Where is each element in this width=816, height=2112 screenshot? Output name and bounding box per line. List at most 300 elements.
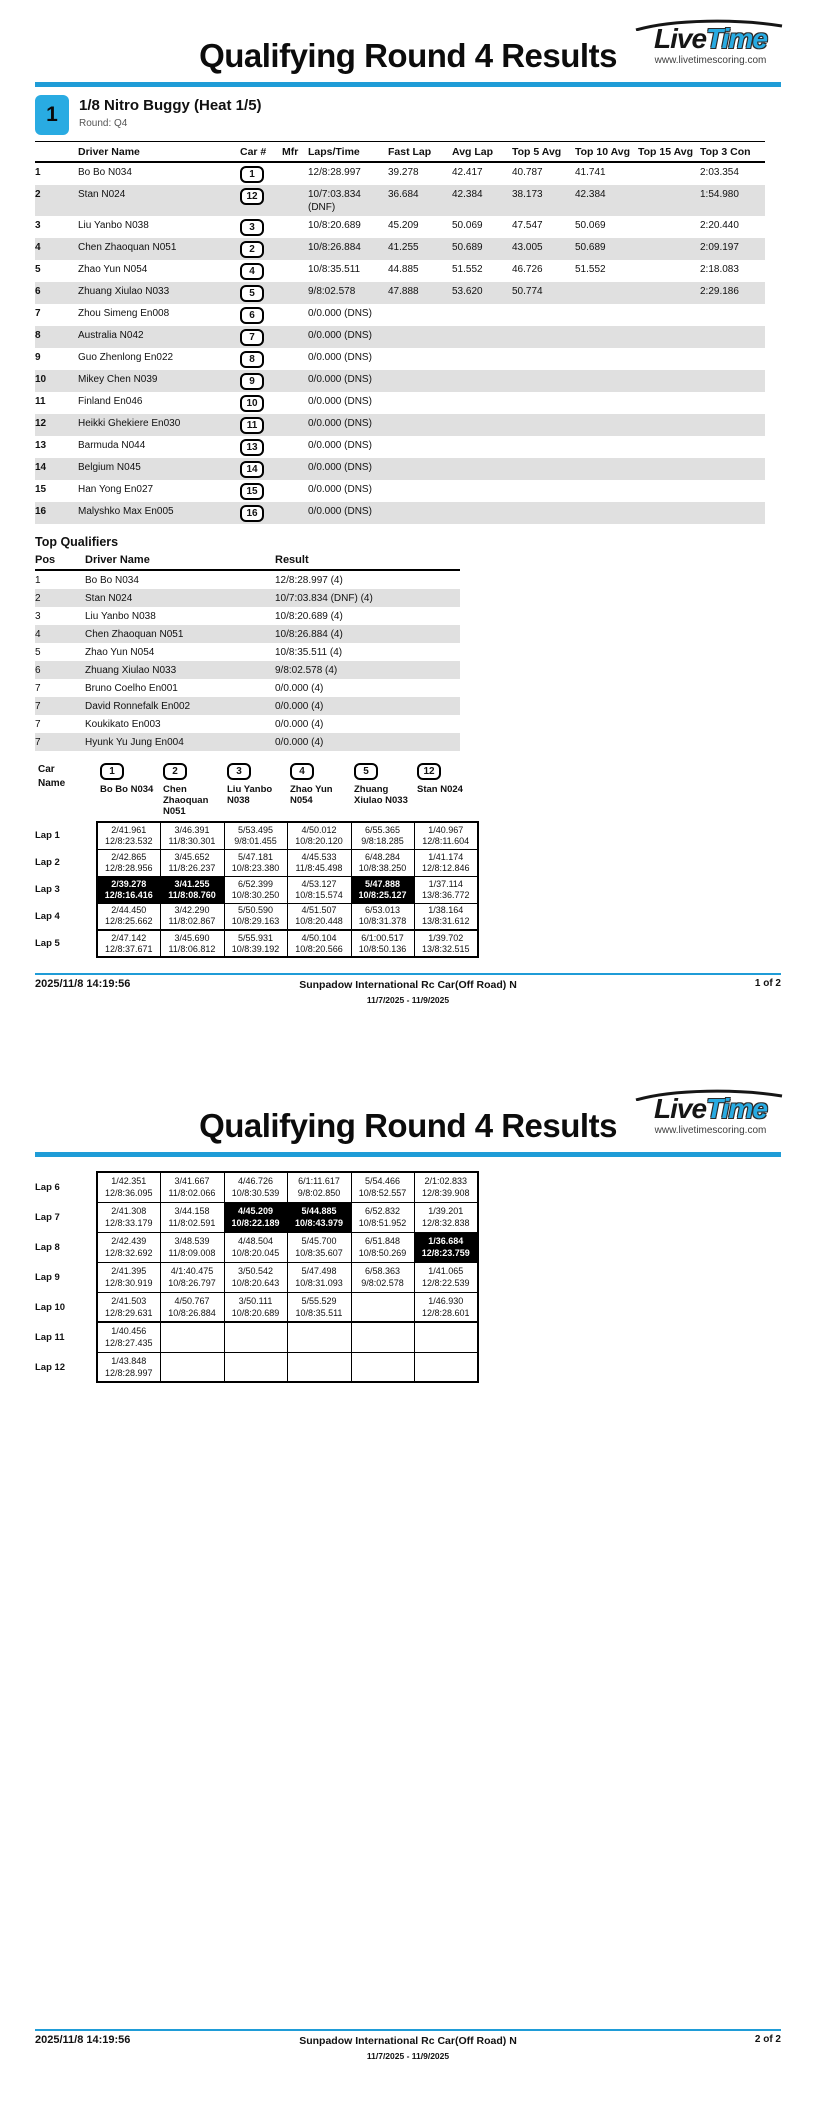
heat-name: 1/8 Nitro Buggy (Heat 1/5) [79, 97, 262, 114]
top15-avg-cell [638, 436, 700, 458]
car-number-cell [240, 216, 282, 238]
tq-body [35, 570, 460, 751]
top5-avg-cell: 50.774 [512, 286, 543, 297]
lap-cell [97, 822, 160, 849]
lap-cell [97, 1352, 160, 1382]
lap-cell-pace: 10/8:20.689 [231, 1307, 280, 1318]
lap-cell [224, 1292, 287, 1322]
top3-con-cell: 1:54.980 [700, 189, 739, 200]
lap-cell-pace: 10/8:43.979 [294, 1218, 344, 1228]
lap-cell-time: 1/40.967 [428, 824, 464, 835]
lap-label: Lap 11 [35, 1331, 65, 1343]
top15-avg-cell [638, 480, 700, 502]
mfr-cell [282, 304, 308, 326]
top3-con-cell [700, 304, 765, 326]
driver-name-cell: Finland En046 [78, 396, 143, 407]
driver-name-cell: Zhuang Xiulao N033 [78, 286, 170, 297]
tq-driver-cell: Bo Bo N034 [85, 575, 139, 586]
lap-chart-driver-name: Zhuang Xiulao N033 [354, 784, 408, 806]
lap-cell [224, 903, 287, 930]
page-header [35, 0, 781, 87]
fast-lap-cell: 45.209 [388, 220, 419, 231]
table-row [35, 304, 765, 326]
lap-cell-pace: 12/8:27.435 [104, 1338, 153, 1349]
lap-cell [224, 1322, 287, 1352]
lap-cell-time: 2/42.865 [111, 851, 147, 862]
top10-avg-cell [575, 326, 638, 348]
lap-cell [160, 1322, 224, 1352]
tq-driver-cell: Zhuang Xiulao N033 [85, 665, 177, 676]
top3-con-cell [700, 392, 765, 414]
fast-lap-cell: 41.255 [388, 242, 419, 253]
lap-cell-time: 3/44.158 [174, 1206, 210, 1216]
lap-cell-time: 2/41.503 [111, 1295, 147, 1306]
mfr-cell [282, 392, 308, 414]
lap-chart-driver-name: Chen Zhaoquan N051 [163, 784, 209, 817]
lap-chart-driver-column-header [351, 761, 414, 822]
lap-cell [287, 930, 351, 957]
lap-cell [224, 1232, 287, 1262]
table-row [35, 282, 765, 304]
car-number-cell [240, 414, 282, 436]
lap-chart-table-page1 [35, 761, 479, 958]
footer-page-number: 2 of 2 [754, 2034, 781, 2045]
position-cell: 15 [35, 484, 47, 495]
car-number-badge: 6 [240, 307, 264, 324]
position-cell: 6 [35, 286, 41, 297]
lap-cell [160, 876, 224, 903]
lap-body-1 [35, 822, 478, 957]
footer-event-name: Sunpadow International Rc Car(Off Road) N [299, 2035, 517, 2047]
lap-cell-pace: 13/8:31.612 [421, 916, 470, 927]
avg-lap-cell [452, 502, 512, 524]
top5-avg-cell: 40.787 [512, 167, 543, 178]
logo-live-text: Live [654, 23, 707, 54]
lap-cell-time: 2/47.142 [111, 932, 147, 943]
top5-avg-cell: 43.005 [512, 242, 543, 253]
avg-lap-cell: 50.069 [452, 220, 483, 231]
mfr-cell [282, 348, 308, 370]
lap-cell-pace: 12/8:16.416 [104, 889, 153, 900]
lap-cell-time: 2/41.308 [111, 1206, 147, 1216]
lap-cell [97, 1202, 160, 1232]
lap-cell-time: 1/43.848 [111, 1355, 147, 1366]
car-number-cell [240, 162, 282, 185]
top5-avg-cell: 46.726 [512, 264, 543, 275]
results-column-header: Car # [240, 142, 282, 163]
car-number-badge: 12 [417, 763, 441, 780]
lap-cell [224, 930, 287, 957]
lap-cell-pace: 12/8:32.838 [421, 1218, 470, 1228]
tq-pos-cell: 1 [35, 575, 41, 586]
lap-cell [287, 1172, 351, 1202]
lap-row [35, 1292, 478, 1322]
lap-cell-pace: 10/8:20.643 [231, 1278, 280, 1288]
lap-cell-time: 3/45.690 [174, 932, 210, 943]
lap-cell-pace: 12/8:25.662 [104, 916, 153, 927]
lap-cell-time: 2/42.439 [111, 1236, 147, 1246]
lap-cell-time: 3/50.111 [238, 1295, 273, 1306]
list-item [35, 697, 460, 715]
laps-time-cell: 0/0.000 (DNS) [308, 330, 372, 341]
top5-avg-cell [512, 458, 575, 480]
lap-cell-time: 1/39.201 [428, 1206, 464, 1216]
position-cell: 9 [35, 352, 41, 363]
table-row [35, 370, 765, 392]
lap-cell [287, 1202, 351, 1232]
lap-cell-time: 2/1:02.833 [424, 1176, 468, 1187]
position-cell: 12 [35, 418, 47, 429]
results-column-header: Top 5 Avg [512, 142, 575, 163]
lap-chart-header-row [35, 761, 478, 822]
lap-cell-time: 3/42.290 [174, 905, 210, 916]
car-number-badge: 4 [240, 263, 264, 280]
lap-cell-pace: 12/8:28.997 [104, 1367, 153, 1378]
results-column-header: Avg Lap [452, 142, 512, 163]
lap-cell-pace: 12/8:33.179 [104, 1218, 153, 1228]
tq-result-cell: 10/7:03.834 (DNF) (4) [275, 593, 373, 604]
laps-time-cell: 12/8:28.997 [308, 167, 361, 178]
results-column-header: Fast Lap [388, 142, 452, 163]
lap-cell [160, 1202, 224, 1232]
top10-avg-cell: 51.552 [575, 264, 606, 275]
tq-header-row [35, 551, 460, 570]
lap-cell-pace: 12/8:23.532 [104, 835, 153, 846]
table-row [35, 348, 765, 370]
list-item [35, 661, 460, 679]
lap-cell-pace: 10/8:50.136 [358, 943, 407, 954]
lap-cell-pace: 12/8:36.095 [104, 1188, 153, 1199]
table-row [35, 162, 765, 185]
lap-cell [287, 1292, 351, 1322]
mfr-cell [282, 216, 308, 238]
page-title: Qualifying Round 4 Results [199, 1107, 617, 1144]
lap-chart-driver-column-header [224, 761, 287, 822]
fast-lap-cell [388, 304, 452, 326]
tq-driver-cell: Bruno Coelho En001 [85, 683, 178, 694]
lap-cell-pace: 10/8:22.189 [231, 1218, 280, 1228]
list-item [35, 589, 460, 607]
lap-cell-time: 1/41.174 [428, 851, 464, 862]
lap-cell [351, 930, 414, 957]
tq-result-cell: 0/0.000 (4) [275, 683, 324, 694]
list-item [35, 715, 460, 733]
lap-cell-pace: 10/8:35.511 [295, 1307, 343, 1318]
lap-cell-time: 4/50.012 [301, 824, 337, 835]
lap-cell-time: 6/52.832 [364, 1206, 401, 1216]
lap-label: Lap 6 [35, 1181, 60, 1193]
laps-time-cell: 10/7:03.834 (DNF) [308, 189, 361, 213]
lap-cell-pace: 11/8:30.301 [168, 835, 216, 846]
mfr-cell [282, 436, 308, 458]
lap-row [35, 1262, 478, 1292]
laps-time-cell: 0/0.000 (DNS) [308, 440, 372, 451]
mfr-cell [282, 370, 308, 392]
tq-column-header: Driver Name [85, 551, 275, 570]
tq-driver-cell: Chen Zhaoquan N051 [85, 629, 184, 640]
lap-cell-pace: 10/8:30.539 [231, 1188, 280, 1199]
top10-avg-cell [575, 370, 638, 392]
car-number-cell [240, 370, 282, 392]
top15-avg-cell [638, 260, 700, 282]
car-number-badge: 7 [240, 329, 264, 346]
top10-avg-cell [575, 480, 638, 502]
table-row [35, 480, 765, 502]
mfr-cell [282, 326, 308, 348]
tq-column-header: Result [275, 551, 460, 570]
tq-driver-cell: Hyunk Yu Jung En004 [85, 737, 184, 748]
lap-cell-time: 1/41.065 [428, 1266, 464, 1276]
laps-time-cell: 10/8:26.884 [308, 242, 361, 253]
car-number-badge: 3 [227, 763, 251, 780]
lap-cell [97, 903, 160, 930]
top15-avg-cell [638, 162, 700, 185]
top3-con-cell [700, 326, 765, 348]
top5-avg-cell: 47.547 [512, 220, 543, 231]
tq-driver-cell: Koukikato En003 [85, 719, 161, 730]
car-number-badge: 1 [100, 763, 124, 780]
page-footer [35, 2029, 781, 2061]
lap-cell-time: 4/45.209 [237, 1206, 274, 1216]
lap-cell [160, 903, 224, 930]
fast-lap-cell [388, 480, 452, 502]
tq-driver-cell: Stan N024 [85, 593, 133, 604]
laps-time-cell: 0/0.000 (DNS) [308, 506, 372, 517]
car-number-badge: 2 [163, 763, 187, 780]
fast-lap-cell [388, 458, 452, 480]
top15-avg-cell [638, 348, 700, 370]
footer-event-dates: 11/7/2025 - 11/9/2025 [366, 995, 450, 1005]
lap-cell [351, 822, 414, 849]
lap-cell-time: 4/53.127 [301, 878, 337, 889]
list-item [35, 679, 460, 697]
tq-pos-cell: 7 [35, 719, 41, 730]
tq-result-cell: 9/8:02.578 (4) [275, 665, 338, 676]
lap-cell-time: 5/55.529 [301, 1295, 337, 1306]
lap-cell-time: 6/52.399 [237, 878, 274, 889]
lap-cell-time: 6/1:00.517 [361, 932, 404, 943]
lap-cell [160, 930, 224, 957]
tq-pos-cell: 2 [35, 593, 41, 604]
page-footer [35, 973, 781, 1005]
heat-strip [35, 95, 781, 135]
lap-cell-pace: 10/8:26.884 [168, 1307, 216, 1318]
lap-cell-pace: 10/8:50.269 [358, 1248, 407, 1258]
lap-cell [287, 849, 351, 876]
lap-cell [97, 1322, 160, 1352]
lap-cell [351, 903, 414, 930]
table-row [35, 260, 765, 282]
lap-cell-time: 6/53.013 [364, 905, 401, 916]
lap-chart-driver-column-header [160, 761, 224, 822]
lap-cell-time: 6/58.363 [364, 1266, 401, 1276]
avg-lap-cell: 51.552 [452, 264, 483, 275]
logo-url: www.livetimescoring.com [654, 55, 767, 66]
lap-cell-pace: 10/8:20.448 [295, 916, 343, 927]
footer-timestamp: 2025/11/8 14:19:56 [35, 978, 131, 990]
lap-cell-time: 2/41.961 [111, 824, 147, 835]
top15-avg-cell [638, 185, 700, 216]
lap-cell-pace: 11/8:08.760 [168, 889, 216, 900]
tq-pos-cell: 5 [35, 647, 41, 658]
lap-cell-time: 2/44.450 [111, 905, 147, 916]
table-row [35, 436, 765, 458]
lap-cell [97, 1292, 160, 1322]
lap-cell-time: 3/50.542 [237, 1266, 274, 1276]
fast-lap-cell [388, 436, 452, 458]
lap-cell-pace: 10/8:51.952 [358, 1218, 407, 1228]
table-row [35, 216, 765, 238]
lap-chart-driver-column-header [287, 761, 351, 822]
laps-time-cell: 10/8:20.689 [308, 220, 361, 231]
car-number-badge: 5 [354, 763, 378, 780]
lap-cell [414, 1352, 478, 1382]
fast-lap-cell [388, 392, 452, 414]
driver-name-cell: Australia N042 [78, 330, 144, 341]
lap-label: Lap 8 [35, 1241, 60, 1253]
driver-name-cell: Heikki Ghekiere En030 [78, 418, 181, 429]
lap-cell-pace: 11/8:45.498 [295, 862, 343, 873]
footer-timestamp: 2025/11/8 14:19:56 [35, 2034, 131, 2046]
lap-cell [287, 1352, 351, 1382]
results-table [35, 141, 765, 524]
top3-con-cell: 2:29.186 [700, 286, 739, 297]
tq-pos-cell: 7 [35, 683, 41, 694]
lap-cell-time: 4/50.104 [301, 932, 337, 943]
top3-con-cell [700, 414, 765, 436]
lap-cell [224, 849, 287, 876]
position-cell: 13 [35, 440, 47, 451]
mfr-cell [282, 238, 308, 260]
lap-cell-pace: 11/8:06.812 [168, 943, 216, 954]
logo-time-text: Time [706, 1093, 767, 1124]
lap-cell [414, 930, 478, 957]
lap-chart-corner [35, 761, 97, 822]
car-number-cell [240, 348, 282, 370]
car-number-badge: 15 [240, 483, 264, 500]
fast-lap-cell [388, 502, 452, 524]
top5-avg-cell [512, 304, 575, 326]
lap-cell-time: 3/41.255 [174, 878, 210, 889]
results-column-header: Top 15 Avg [638, 142, 700, 163]
header-accent-bar [35, 82, 781, 87]
position-cell: 7 [35, 308, 41, 319]
lap-cell-pace: 10/8:15.574 [295, 889, 343, 900]
top10-avg-cell: 50.689 [575, 242, 606, 253]
lap-cell [414, 876, 478, 903]
lap-cell-pace: 9/8:18.285 [361, 835, 404, 846]
lap-cell [414, 903, 478, 930]
top-qualifiers-heading: Top Qualifiers [35, 535, 119, 549]
lap-cell [351, 1352, 414, 1382]
top3-con-cell [700, 458, 765, 480]
lap-label: Lap 1 [35, 830, 60, 841]
avg-lap-cell [452, 370, 512, 392]
table-row [35, 502, 765, 524]
lap-cell-pace: 13/8:36.772 [421, 889, 470, 900]
lap-cell-pace: 12/8:28.601 [421, 1307, 470, 1318]
tq-pos-cell: 7 [35, 701, 41, 712]
lap-cell-pace: 10/8:20.045 [231, 1248, 280, 1258]
tq-result-cell: 10/8:20.689 (4) [275, 611, 343, 622]
lap-cell-time: 2/41.395 [111, 1266, 147, 1276]
lap-cell [351, 1262, 414, 1292]
lap-cell-pace: 10/8:20.566 [295, 943, 343, 954]
lap-cell [351, 849, 414, 876]
car-number-badge: 9 [240, 373, 264, 390]
top3-con-cell: 2:09.197 [700, 242, 739, 253]
mfr-cell [282, 502, 308, 524]
top3-con-cell [700, 370, 765, 392]
mfr-cell [282, 162, 308, 185]
table-row [35, 238, 765, 260]
avg-lap-cell [452, 326, 512, 348]
top15-avg-cell [638, 458, 700, 480]
top3-con-cell: 2:18.083 [700, 264, 739, 275]
fast-lap-cell [388, 326, 452, 348]
lap-cell-pace: 10/8:26.797 [168, 1278, 216, 1288]
top10-avg-cell: 41.741 [575, 167, 606, 178]
lap-cell-pace: 9/8:01.455 [234, 835, 277, 846]
table-row [35, 414, 765, 436]
laps-time-cell: 0/0.000 (DNS) [308, 418, 372, 429]
top10-avg-cell: 42.384 [575, 189, 606, 200]
lap-cell [224, 1352, 287, 1382]
top15-avg-cell [638, 414, 700, 436]
lap-chart-table-page2 [35, 1171, 479, 1383]
lap-cell-pace: 12/8:12.846 [421, 862, 470, 873]
lap-cell-time: 3/45.652 [174, 851, 210, 862]
tq-result-cell: 10/8:26.884 (4) [275, 629, 343, 640]
lap-cell [287, 1232, 351, 1262]
lap-cell-time: 1/46.930 [428, 1295, 464, 1306]
top3-con-cell [700, 436, 765, 458]
avg-lap-cell: 50.689 [452, 242, 483, 253]
tq-result-cell: 0/0.000 (4) [275, 719, 324, 730]
car-number-cell [240, 260, 282, 282]
avg-lap-cell: 42.384 [452, 189, 483, 200]
car-number-badge: 5 [240, 285, 264, 302]
lap-cell-time: 5/50.590 [237, 905, 274, 916]
car-number-cell [240, 436, 282, 458]
logo-url: www.livetimescoring.com [654, 1125, 767, 1136]
lap-cell-time: 4/51.507 [301, 905, 337, 916]
lap-cell [287, 903, 351, 930]
lap-cell-pace: 10/8:20.120 [295, 835, 343, 846]
top5-avg-cell [512, 436, 575, 458]
list-item [35, 625, 460, 643]
lap-chart-driver-name: Stan N024 [417, 784, 463, 795]
lap-cell [414, 849, 478, 876]
mfr-cell [282, 414, 308, 436]
lap-cell-time: 1/38.164 [428, 905, 464, 916]
lap-cell [160, 1262, 224, 1292]
car-number-badge: 14 [240, 461, 264, 478]
lap-label: Lap 12 [35, 1361, 66, 1373]
lap-cell-time: 5/53.495 [237, 824, 274, 835]
car-number-badge: 16 [240, 505, 264, 522]
lap-cell-time: 1/36.684 [428, 1236, 464, 1246]
car-number-badge: 8 [240, 351, 264, 368]
fast-lap-cell [388, 348, 452, 370]
lap-cell-time: 3/48.539 [174, 1236, 210, 1246]
car-number-badge: 12 [240, 188, 264, 205]
laps-time-cell: 9/8:02.578 [308, 286, 356, 297]
top5-avg-cell: 38.173 [512, 189, 543, 200]
lap-label: Lap 5 [35, 938, 60, 949]
top15-avg-cell [638, 216, 700, 238]
lap-cell-time: 1/39.702 [428, 932, 464, 943]
